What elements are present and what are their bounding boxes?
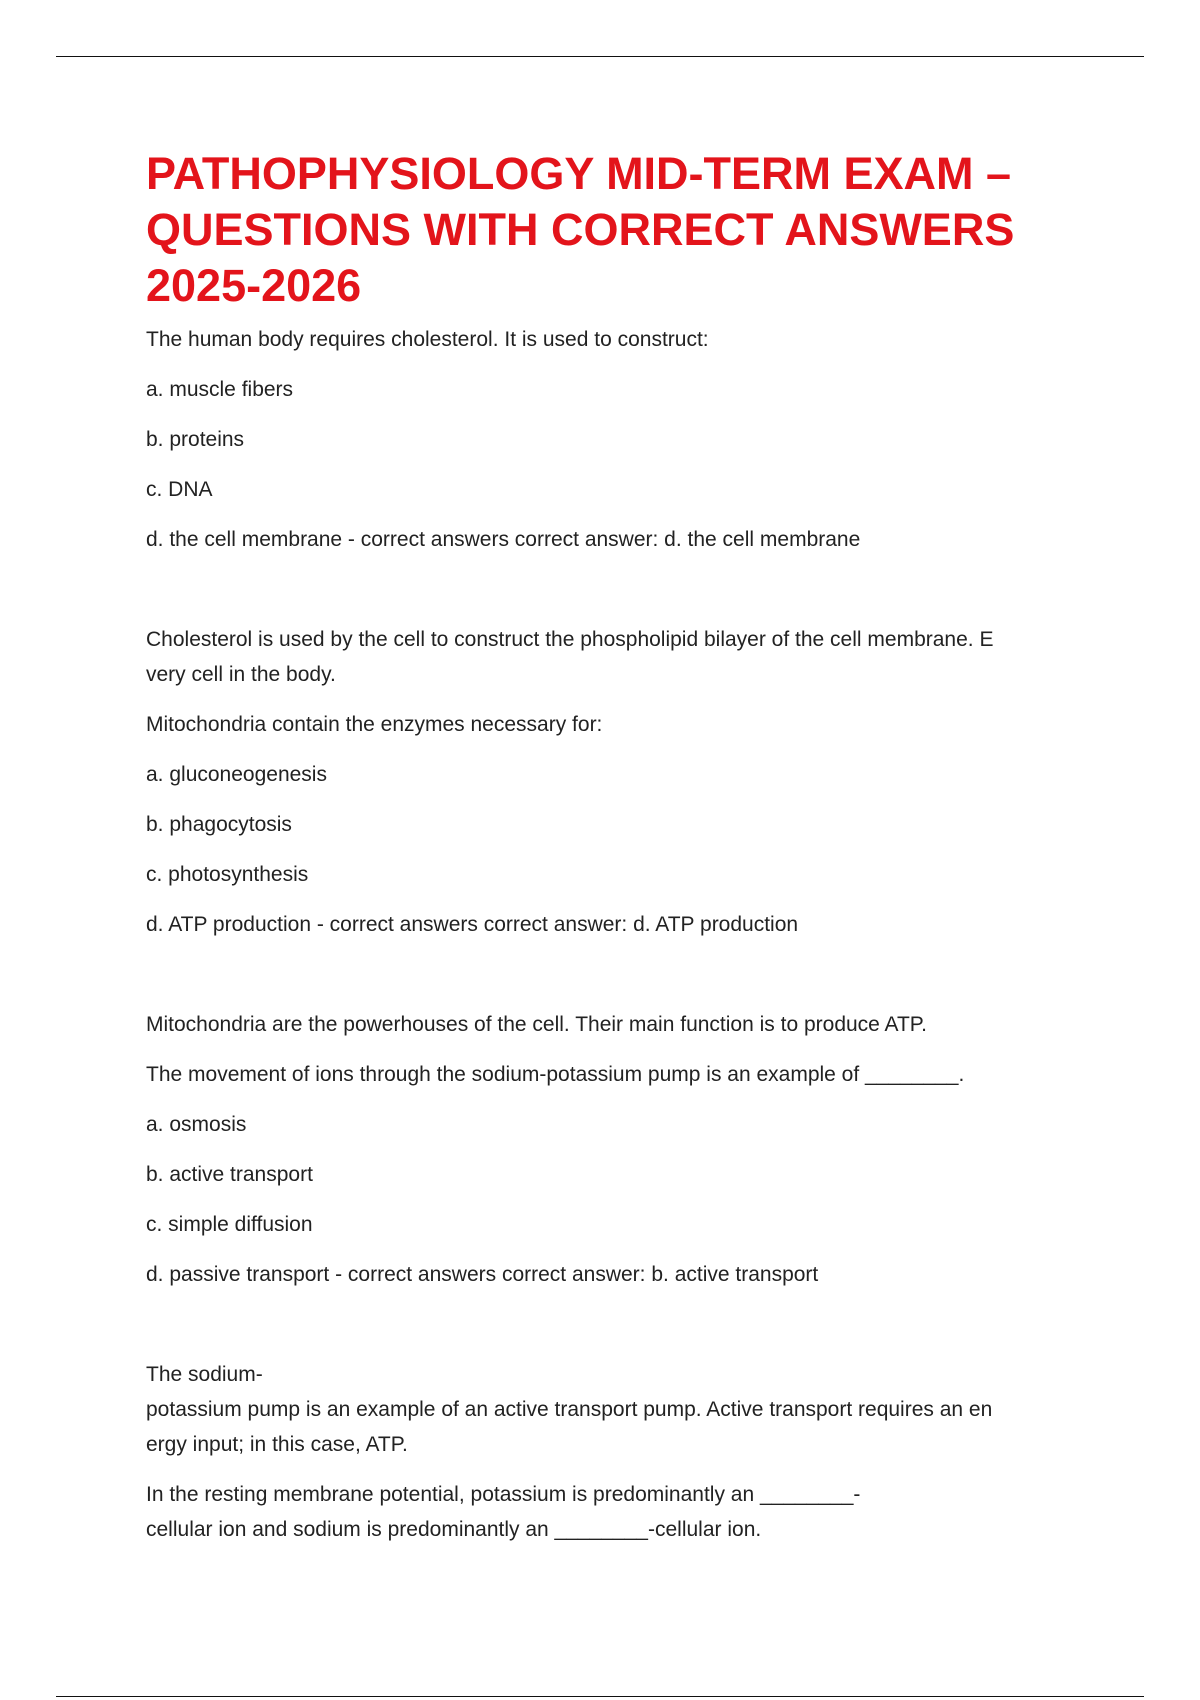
q3-explanation-line-3: ergy input; in this case, ATP. (146, 1433, 408, 1456)
spacer (146, 957, 1056, 1007)
q2-option-b: b. phagocytosis (146, 813, 292, 836)
q3-explanation-line-2: potassium pump is an example of an active transport pump. Active transport requires an en (146, 1398, 993, 1421)
q4-line-2: cellular ion and sodium is predominantly an ________-cellular ion. (146, 1518, 762, 1541)
q1-option-d-answer: d. the cell membrane - correct answers correct answer: d. the cell membrane (146, 528, 861, 551)
q1-option-a: a. muscle fibers (146, 378, 294, 401)
q3-option-b: b. active transport (146, 1163, 313, 1186)
q3-option-c: c. simple diffusion (146, 1213, 313, 1236)
q2-explanation (146, 1007, 1056, 1042)
q1-explanation (146, 622, 1056, 692)
question-4 (146, 1477, 1056, 1547)
q3-option-a: a. osmosis (146, 1113, 247, 1136)
q2-option-d-answer: d. ATP production - correct answers correct answer: d. ATP production (146, 913, 799, 936)
q1-option-c: c. DNA (146, 478, 213, 501)
spacer (146, 572, 1056, 622)
q2-explanation-line-1: Mitochondria are the powerhouses of the cell. Their main function is to produce ATP. (146, 1013, 927, 1036)
q3-explanation-line-1: The sodium- (146, 1363, 263, 1386)
document-title: PATHOPHYSIOLOGY MID-TERM EXAM – QUESTIONS WITH CORRECT ANSWERS 2025-2026 (146, 148, 1015, 311)
q1-explanation-line-1: Cholesterol is used by the cell to construct the phospholipid bilayer of the cell membrane. E (146, 628, 994, 651)
spacer (146, 1307, 1056, 1357)
question-2: Mitochondria contain the enzymes necessary for: (146, 713, 603, 736)
question-1: The human body requires cholesterol. It is used to construct: (146, 328, 709, 351)
top-rule (56, 56, 1144, 57)
bottom-rule (56, 1696, 1144, 1697)
q3-option-d-answer: d. passive transport - correct answers correct answer: b. active transport (146, 1263, 819, 1286)
q2-option-a: a. gluconeogenesis (146, 763, 327, 786)
document-body (146, 146, 1056, 1562)
question-3: The movement of ions through the sodium-potassium pump is an example of ________. (146, 1063, 965, 1086)
q1-explanation-line-2: very cell in the body. (146, 663, 336, 686)
q3-explanation (146, 1357, 1056, 1462)
q4-line-1: In the resting membrane potential, potassium is predominantly an ________- (146, 1483, 861, 1506)
q2-option-c: c. photosynthesis (146, 863, 309, 886)
q1-option-b: b. proteins (146, 428, 245, 451)
